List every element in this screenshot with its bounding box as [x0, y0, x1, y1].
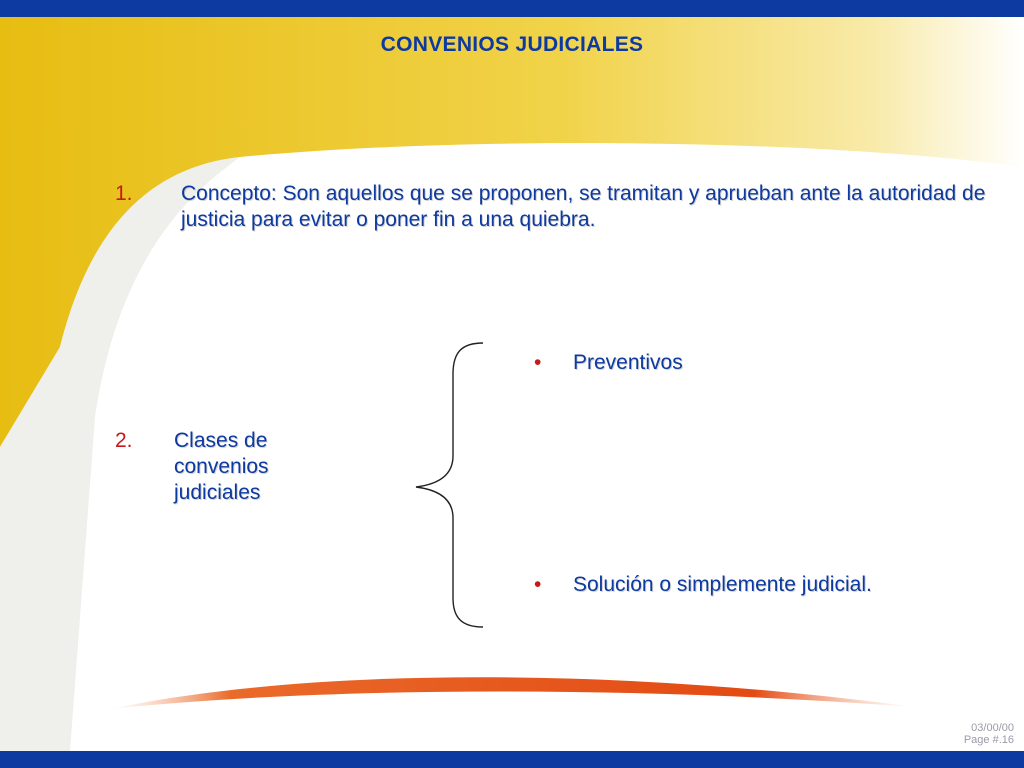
bullet-text: Preventivos — [573, 351, 683, 374]
item-number: 2. — [115, 429, 133, 452]
slide-title: CONVENIOS JUDICIALES — [380, 33, 644, 56]
bullet-solucion — [534, 572, 994, 600]
bullet-symbol: • — [534, 573, 542, 596]
curly-brace — [410, 340, 490, 630]
bullet-symbol: • — [534, 351, 542, 374]
footer-date: 03/00/00 — [971, 722, 1014, 734]
list-item-concepto — [115, 181, 1020, 237]
item-text: Clases de convenios judiciales — [174, 429, 269, 504]
item-text: Concepto: Son aquellos que se proponen, se tramitan y aprueban ante la autoridad de justicia para evitar o poner fin a una quiebra. — [181, 182, 986, 231]
footer-page-number: Page #.16 — [963, 734, 1014, 746]
top-bar — [0, 0, 1024, 17]
list-item-clases — [115, 428, 315, 510]
background-swoosh — [0, 17, 1024, 751]
bullet-preventivos — [534, 350, 834, 378]
bottom-bar — [0, 751, 1024, 768]
bullet-text: Solución o simplemente judicial. — [573, 573, 872, 596]
slide-footer — [964, 722, 1014, 746]
item-number: 1. — [115, 182, 133, 205]
